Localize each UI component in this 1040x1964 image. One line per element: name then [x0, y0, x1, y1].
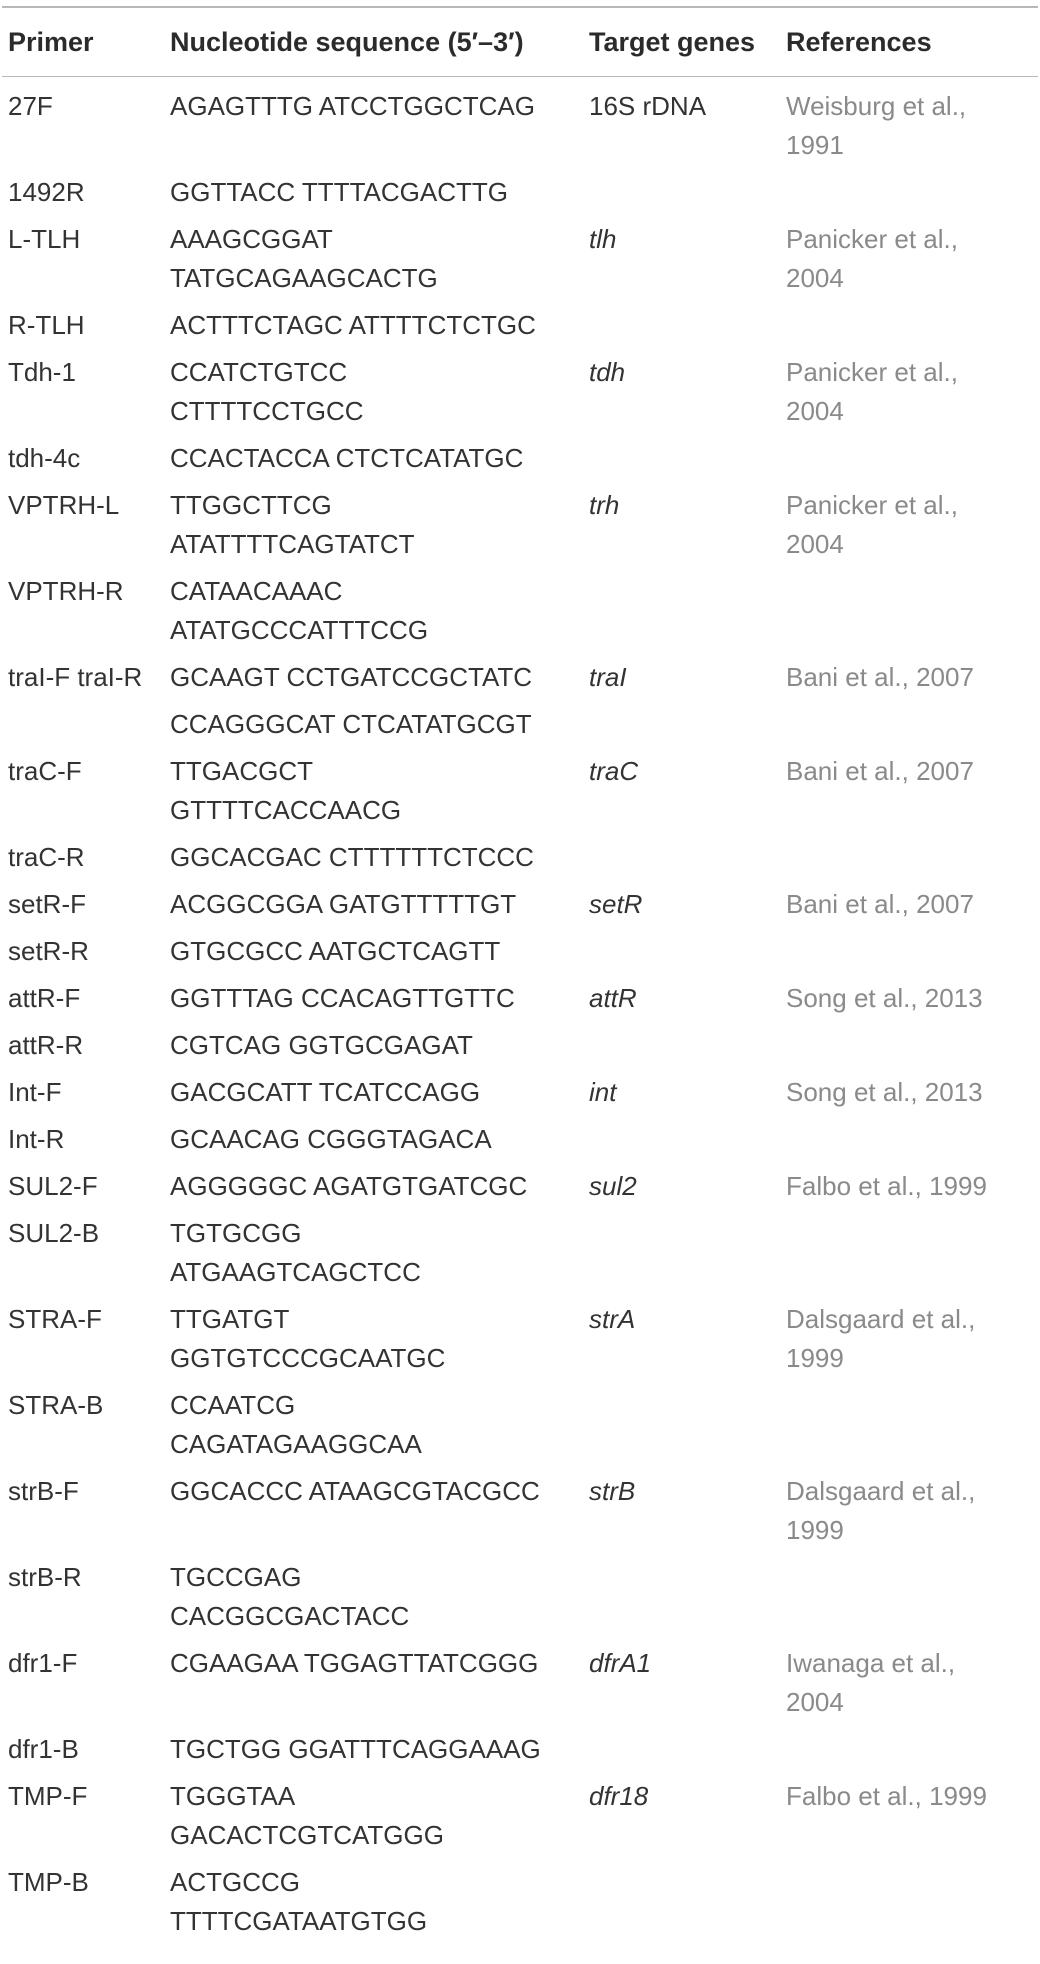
sequence-line-2: TATGCAGAAGCACTG	[170, 263, 438, 293]
cell-primer: Int-F	[8, 1077, 62, 1107]
cell-primer: TMP-B	[8, 1867, 89, 1897]
sequence-line-1: CGTCAG GGTGCGAGAT	[170, 1030, 473, 1060]
table-row	[2, 932, 1038, 971]
cell-sequence	[170, 1863, 589, 1941]
cell-reference	[786, 220, 1038, 298]
sequence-line-2: ATATTTTCAGTATCT	[170, 529, 415, 559]
cell-reference	[786, 486, 1038, 564]
cell-sequence	[170, 1073, 589, 1112]
reference-line-2: 2004	[786, 1687, 844, 1717]
primer-table	[2, 6, 1038, 1941]
cell-primer: setR-F	[8, 889, 86, 919]
cell-target-gene: traC	[589, 756, 639, 786]
cell-sequence	[170, 486, 589, 564]
table-row	[2, 1558, 1038, 1636]
reference-line-1: Song et al., 2013	[786, 1077, 983, 1107]
cell-primer: 1492R	[8, 177, 85, 207]
table-row	[2, 1120, 1038, 1159]
sequence-line-1: GACGCATT TCATCCAGG	[170, 1077, 481, 1107]
table-row	[2, 885, 1038, 924]
table-row	[2, 1863, 1038, 1941]
cell-target-gene: strA	[589, 1304, 636, 1334]
sequence-line-2: CTTTTCCTGCC	[170, 396, 364, 426]
cell-sequence	[170, 439, 589, 478]
reference-line-1: Song et al., 2013	[786, 983, 983, 1013]
table-row	[2, 1777, 1038, 1855]
cell-primer: R-TLH	[8, 310, 85, 340]
cell-target-gene: dfr18	[589, 1781, 649, 1811]
table-row	[2, 1644, 1038, 1722]
sequence-line-1: GGTTTAG CCACAGTTGTTC	[170, 983, 515, 1013]
cell-sequence	[170, 1730, 589, 1769]
cell-reference	[786, 1472, 1038, 1550]
cell-sequence	[170, 1472, 589, 1511]
sequence-line-2: CAGATAGAAGGCAA	[170, 1429, 422, 1459]
cell-target-gene: sul2	[589, 1171, 637, 1201]
table-row	[2, 87, 1038, 165]
cell-sequence	[170, 1558, 589, 1636]
table-row	[2, 173, 1038, 212]
sequence-line-1: ACTGCCG	[170, 1867, 300, 1897]
sequence-line-1: CGAAGAA TGGAGTTATCGGG	[170, 1648, 539, 1678]
cell-sequence	[170, 752, 589, 830]
cell-primer: traC-R	[8, 842, 85, 872]
table-row	[2, 658, 1038, 697]
table-row	[2, 979, 1038, 1018]
cell-sequence	[170, 306, 589, 345]
reference-line-1: Dalsgaard et al.,	[786, 1476, 976, 1506]
table-row	[2, 838, 1038, 877]
cell-target-gene: 16S rDNA	[589, 91, 707, 121]
reference-line-1: Panicker et al.,	[786, 357, 958, 387]
reference-line-1: Dalsgaard et al.,	[786, 1304, 976, 1334]
cell-primer: traC-F	[8, 756, 82, 786]
sequence-line-1: TGCTGG GGATTTCAGGAAAG	[170, 1734, 541, 1764]
reference-line-2: 1999	[786, 1343, 844, 1373]
reference-line-2: 2004	[786, 396, 844, 426]
reference-line-1: Bani et al., 2007	[786, 662, 974, 692]
cell-sequence	[170, 353, 589, 431]
cell-target-gene: tdh	[589, 357, 626, 387]
cell-sequence	[170, 979, 589, 1018]
sequence-line-1: GTGCGCC AATGCTCAGTT	[170, 936, 501, 966]
cell-target-gene: setR	[589, 889, 643, 919]
cell-reference	[786, 1300, 1038, 1378]
cell-sequence	[170, 173, 589, 212]
cell-sequence	[170, 1644, 589, 1683]
cell-sequence	[170, 1777, 589, 1855]
cell-sequence	[170, 1386, 589, 1464]
sequence-line-1: CCAATCG	[170, 1390, 296, 1420]
cell-primer: strB-F	[8, 1476, 79, 1506]
sequence-line-1: GCAACAG CGGGTAGACA	[170, 1124, 492, 1154]
cell-primer: attR-R	[8, 1030, 84, 1060]
cell-reference	[786, 353, 1038, 431]
sequence-line-1: GCAAGT CCTGATCCGCTATC	[170, 662, 533, 692]
cell-primer: traI-F traI-R	[8, 662, 143, 692]
reference-line-1: Panicker et al.,	[786, 490, 958, 520]
cell-primer: STRA-F	[8, 1304, 102, 1334]
sequence-line-2: ATGAAGTCAGCTCC	[170, 1257, 421, 1287]
header-sequence: Nucleotide sequence (5′–3′)	[170, 26, 524, 57]
cell-primer: setR-R	[8, 936, 89, 966]
reference-line-1: Falbo et al., 1999	[786, 1781, 987, 1811]
table-row	[2, 1472, 1038, 1550]
cell-primer: tdh-4c	[8, 443, 81, 473]
cell-primer: SUL2-B	[8, 1218, 100, 1248]
table-row	[2, 1300, 1038, 1378]
cell-primer: attR-F	[8, 983, 81, 1013]
reference-line-1: Falbo et al., 1999	[786, 1171, 987, 1201]
sequence-line-1: TGGGTAA	[170, 1781, 296, 1811]
cell-target-gene: strB	[589, 1476, 636, 1506]
cell-sequence	[170, 658, 589, 697]
cell-target-gene: int	[589, 1077, 617, 1107]
cell-primer: VPTRH-L	[8, 490, 120, 520]
cell-target-gene: tlh	[589, 224, 617, 254]
table-row	[2, 439, 1038, 478]
reference-line-2: 1999	[786, 1515, 844, 1545]
table-row	[2, 220, 1038, 298]
cell-reference	[786, 658, 1038, 697]
sequence-line-1: CCATCTGTCC	[170, 357, 348, 387]
cell-primer: TMP-F	[8, 1781, 88, 1811]
reference-line-2: 1991	[786, 130, 844, 160]
reference-line-1: Weisburg et al.,	[786, 91, 967, 121]
cell-sequence	[170, 1214, 589, 1292]
cell-sequence	[170, 572, 589, 650]
sequence-line-1: GGTTACC TTTTACGACTTG	[170, 177, 508, 207]
table-row	[2, 1167, 1038, 1206]
sequence-line-1: AGAGTTTG ATCCTGGCTCAG	[170, 91, 535, 121]
header-references: References	[786, 26, 932, 57]
cell-reference	[786, 1777, 1038, 1816]
sequence-line-2: GACACTCGTCATGGG	[170, 1820, 444, 1850]
sequence-line-1: GGCACGAC CTTTTTTCTCCC	[170, 842, 534, 872]
cell-reference	[786, 885, 1038, 924]
sequence-line-1: AAAGCGGAT	[170, 224, 333, 254]
cell-primer: L-TLH	[8, 224, 81, 254]
header-target-genes: Target genes	[589, 26, 756, 57]
sequence-line-1: TTGGCTTCG	[170, 490, 332, 520]
table-row	[2, 752, 1038, 830]
cell-reference	[786, 752, 1038, 791]
cell-sequence	[170, 1300, 589, 1378]
cell-sequence	[170, 1167, 589, 1206]
cell-target-gene: dfrA1	[589, 1648, 652, 1678]
sequence-line-2: GTTTTCACCAACG	[170, 795, 402, 825]
reference-line-1: Iwanaga et al.,	[786, 1648, 956, 1678]
cell-sequence	[170, 705, 589, 744]
sequence-line-1: TTGATGT	[170, 1304, 290, 1334]
reference-line-1: Bani et al., 2007	[786, 756, 974, 786]
reference-line-1: Panicker et al.,	[786, 224, 958, 254]
cell-target-gene: trh	[589, 490, 620, 520]
cell-primer: dfr1-F	[8, 1648, 78, 1678]
cell-target-gene: attR	[589, 983, 637, 1013]
table-row	[2, 705, 1038, 744]
cell-primer: SUL2-F	[8, 1171, 98, 1201]
cell-reference	[786, 1073, 1038, 1112]
cell-primer: Tdh-1	[8, 357, 76, 387]
table-row	[2, 353, 1038, 431]
sequence-line-2: TTTTCGATAATGTGG	[170, 1906, 428, 1936]
table-header-row	[2, 8, 1038, 76]
table-row	[2, 1730, 1038, 1769]
table-row	[2, 572, 1038, 650]
sequence-line-1: ACGGCGGA GATGTTTTTGT	[170, 889, 517, 919]
cell-reference	[786, 1644, 1038, 1722]
sequence-line-1: TGCCGAG	[170, 1562, 302, 1592]
table-row	[2, 1026, 1038, 1065]
cell-primer: dfr1-B	[8, 1734, 79, 1764]
cell-sequence	[170, 87, 589, 126]
cell-sequence	[170, 838, 589, 877]
reference-line-2: 2004	[786, 263, 844, 293]
table-row	[2, 306, 1038, 345]
cell-primer: Int-R	[8, 1124, 65, 1154]
cell-sequence	[170, 1120, 589, 1159]
cell-sequence	[170, 1026, 589, 1065]
sequence-line-1: AGGGGGC AGATGTGATCGC	[170, 1171, 528, 1201]
sequence-line-2: CACGGCGACTACC	[170, 1601, 410, 1631]
cell-primer: STRA-B	[8, 1390, 104, 1420]
sequence-line-1: CCACTACCA CTCTCATATGC	[170, 443, 524, 473]
cell-reference	[786, 979, 1038, 1018]
sequence-line-1: ACTTTCTAGC ATTTTCTCTGC	[170, 310, 536, 340]
table-body	[2, 77, 1038, 1941]
cell-primer: VPTRH-R	[8, 576, 124, 606]
table-row	[2, 1073, 1038, 1112]
cell-primer: 27F	[8, 91, 53, 121]
sequence-line-1: TGTGCGG	[170, 1218, 302, 1248]
sequence-line-1: CCAGGGCAT CTCATATGCGT	[170, 709, 532, 739]
cell-target-gene: traI	[589, 662, 627, 692]
reference-line-2: 2004	[786, 529, 844, 559]
cell-reference	[786, 1167, 1038, 1206]
cell-sequence	[170, 932, 589, 971]
cell-sequence	[170, 885, 589, 924]
table-row	[2, 486, 1038, 564]
cell-sequence	[170, 220, 589, 298]
table-row	[2, 1214, 1038, 1292]
sequence-line-2: GGTGTCCCGCAATGC	[170, 1343, 446, 1373]
header-primer: Primer	[8, 26, 94, 57]
sequence-line-1: CATAACAAAC	[170, 576, 343, 606]
sequence-line-1: GGCACCC ATAAGCGTACGCC	[170, 1476, 540, 1506]
cell-primer: strB-R	[8, 1562, 82, 1592]
sequence-line-1: TTGACGCT	[170, 756, 313, 786]
table-row	[2, 1386, 1038, 1464]
reference-line-1: Bani et al., 2007	[786, 889, 974, 919]
sequence-line-2: ATATGCCCATTTCCG	[170, 615, 429, 645]
cell-reference	[786, 87, 1038, 165]
